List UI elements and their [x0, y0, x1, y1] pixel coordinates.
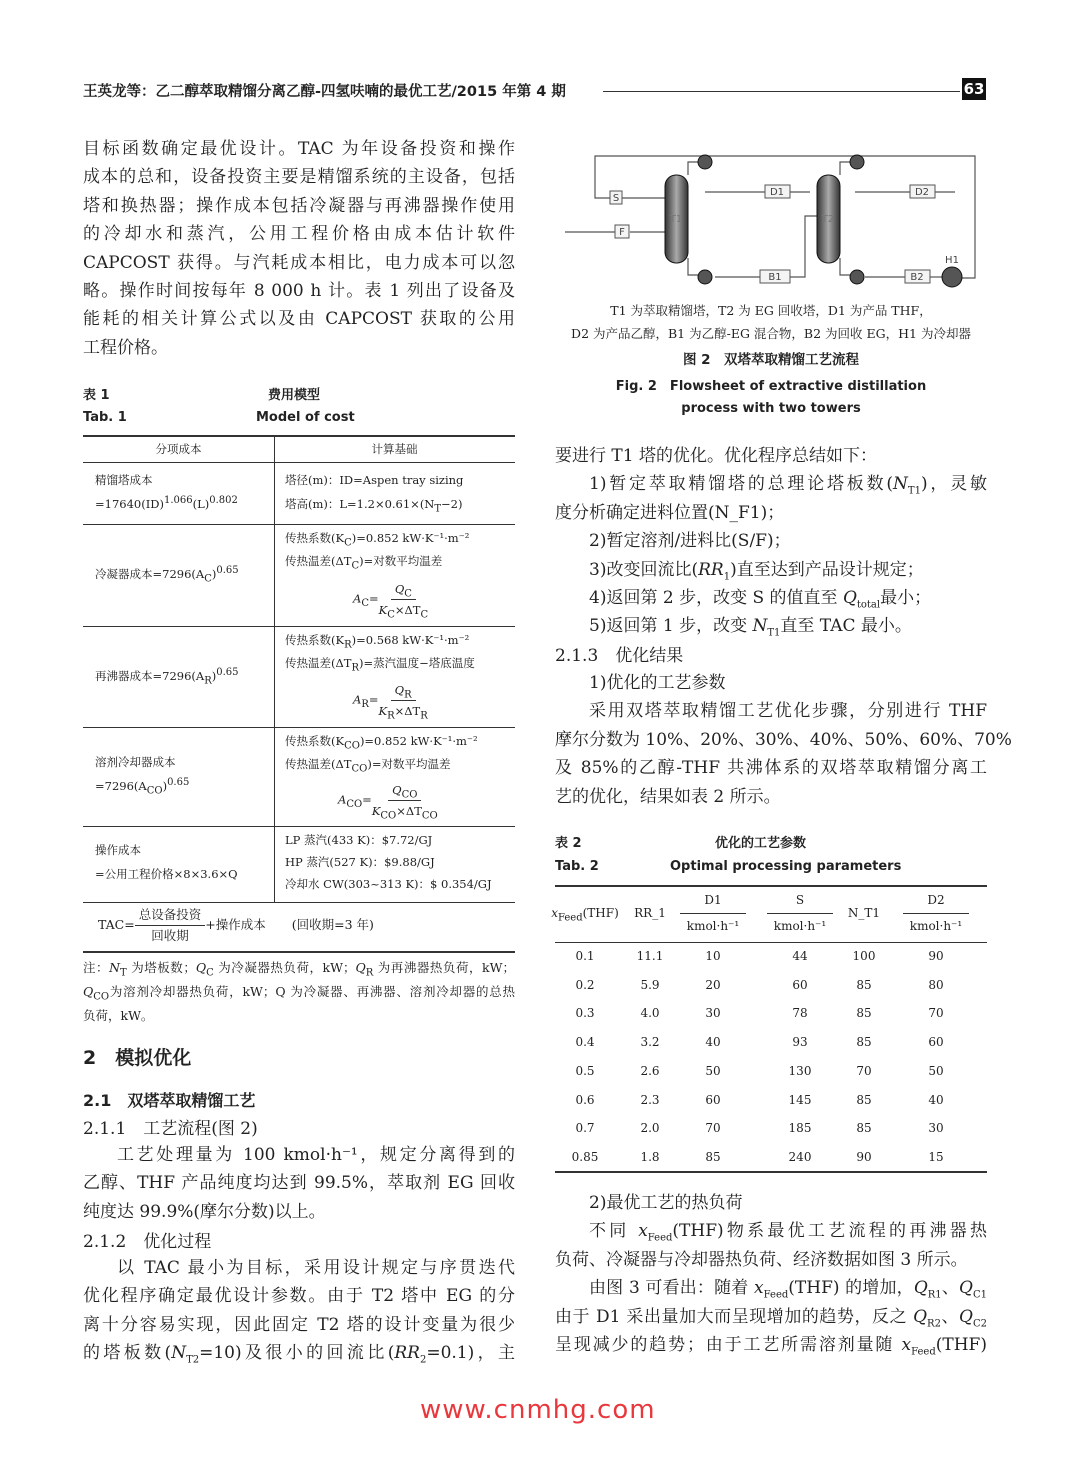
text-line: 不同 $x_{Feed}(THF)$物系最优工艺流程的再沸器热	[589, 1221, 987, 1244]
text-line: 由于 D1 采出量加大而呈现增加的趋势，反之 $Q_{R2}$、$Q_{C2}$	[555, 1306, 987, 1329]
table-cell: 2.6	[640, 1063, 660, 1078]
text-line: 纯度达 99.9%(摩尔分数)以上。	[83, 1201, 326, 1222]
text: R	[351, 662, 359, 674]
section-2-1-heading: 2.1 双塔萃取精馏工艺	[83, 1091, 256, 1110]
text: CO	[146, 785, 163, 797]
text-line: 优化程序确定最优设计参数。由于 T2 塔中 EG 的分	[83, 1286, 515, 1307]
text: 0.65	[216, 565, 239, 577]
rule	[555, 942, 987, 943]
section-2-1-2-heading: 2.1.2 优化过程	[83, 1232, 212, 1252]
table-1-notes	[83, 956, 515, 1028]
text: (L)	[192, 497, 210, 511]
table-cell: 4.0	[640, 1006, 660, 1021]
figure-title-en: Fig. 2 Flowsheet of extractive distillation	[615, 379, 927, 394]
text: R	[387, 710, 395, 722]
text-line: 离十分容易实现，因此固定 T2 塔的设计变量为很少	[83, 1314, 515, 1335]
text: ×ΔT	[394, 704, 421, 718]
flowsheet-figure	[565, 150, 985, 298]
unit-rule	[680, 913, 746, 914]
text: )=0.852 kW·K⁻¹·m⁻²	[351, 531, 470, 545]
table-cell: 50	[705, 1063, 721, 1078]
rule	[83, 727, 515, 728]
figure-caption: D2 为产品乙醇，B1 为乙醇-EG 混合物，B2 为回收 EG，H1 为冷却器	[571, 326, 971, 341]
page-number: 63	[963, 80, 985, 98]
section-2-heading: 2 模拟优化	[83, 1047, 192, 1069]
table-cell: 15	[928, 1149, 944, 1164]
text: C	[404, 588, 412, 600]
table-cell: 145	[788, 1092, 812, 1107]
paragraph-2-1-1	[83, 1141, 515, 1226]
tac-formula	[98, 905, 374, 946]
row-label: 操作成本	[95, 843, 141, 857]
text-line: 2)暂定溶剂/进料比(S/F)；	[589, 531, 791, 552]
text: −2)	[441, 497, 463, 511]
table-cell: 5.9	[640, 977, 660, 992]
text: 传热温差(ΔT	[285, 757, 352, 771]
text: 0.65	[167, 777, 190, 789]
row-formula	[95, 776, 189, 796]
text-line: 及 85%的乙醇-THF 共沸体系的双塔萃取精馏分离工	[555, 758, 987, 779]
block-label: H1	[945, 255, 959, 266]
text-line: 2)最优工艺的热负荷	[589, 1193, 743, 1213]
text: C	[420, 609, 429, 621]
rule	[83, 462, 515, 463]
text: C	[351, 560, 360, 572]
text: 传热系数(K	[285, 633, 345, 647]
text-line: 艺的优化，结果如表 2 所示。	[555, 786, 781, 807]
paragraph-2-1-3	[555, 669, 1012, 811]
formula: $A_R=$ $\frac{Q_R}{K_R\times\Delta T_R}$	[353, 680, 428, 721]
table-cell: 44	[792, 949, 808, 963]
col-header-unit: kmol·h⁻¹	[909, 919, 963, 933]
text-line: 略。操作时间按每年 8 000 h 计。表 1 列出了设备及	[83, 280, 515, 301]
rule	[555, 1171, 987, 1173]
table-cell: 60	[928, 1035, 944, 1050]
table-cell: 30	[928, 1121, 944, 1136]
col-header-d1: D1	[704, 893, 722, 907]
table-cell: 10	[705, 949, 721, 963]
figure-caption: T1 为萃取精馏塔，T2 为 EG 回收塔，D1 为产品 THF，	[610, 303, 932, 318]
text-line: 负荷，kW。	[83, 1008, 154, 1023]
text: ×ΔT	[394, 603, 421, 617]
col-header-s: S	[795, 893, 805, 907]
block-label: B2	[910, 272, 924, 283]
table-cell: 1.8	[640, 1149, 660, 1164]
basis	[285, 731, 478, 751]
basis	[285, 653, 475, 673]
table-cell: 2.0	[640, 1121, 660, 1136]
table-cell: 70	[928, 1006, 944, 1021]
table-cell: 20	[705, 977, 721, 992]
row-label: 溶剂冷却器成本	[95, 755, 176, 769]
col-header-d2: D2	[927, 893, 945, 907]
text-line: 注：$N_T$ 为塔板数；$Q_C$ 为冷凝器热负荷，kW；$Q_R$ 为再沸器热负荷，kW；	[83, 960, 515, 979]
text-line: 由图 3 可看出：随着 $x_{Feed}(THF)$ 的增加，$Q_{R1}$、$Q_{C1}$	[589, 1278, 987, 1301]
text: CO	[351, 763, 368, 775]
block-label: S	[612, 193, 620, 204]
table-cell: 93	[792, 1035, 808, 1050]
text-line: 工艺处理量为 100 kmol·h⁻¹，规定分离得到的	[117, 1145, 515, 1165]
table-label: 表 2	[555, 836, 582, 851]
col-header-unit: kmol·h⁻¹	[686, 919, 740, 933]
block-label: D2	[914, 187, 930, 198]
text-line: 能耗的相关计算公式以及由 CAPCOST 获取的公用	[83, 309, 515, 330]
text: )=蒸汽温度−塔底温度	[359, 656, 475, 670]
text: 传热温差(ΔT	[285, 656, 352, 670]
text: T	[434, 503, 442, 515]
text-line: 乙醇、THF 产品纯度均达到 99.5%，萃取剂 EG 回收	[83, 1173, 515, 1194]
text: C	[204, 573, 212, 585]
utility-price: LP 蒸汽(433 K)：$7.72/GJ	[285, 833, 433, 847]
table-cell: 240	[788, 1149, 812, 1164]
text: 冷凝器成本=7296(A	[95, 567, 205, 581]
section-2-1-1-heading: 2.1.1 工艺流程(图 2)	[83, 1119, 258, 1139]
text-line: 的塔板数$(N_{T2}=10)$及很小的回流比$(RR_2=0.1)$，主	[83, 1343, 516, 1366]
rule	[555, 885, 987, 887]
text: Q	[394, 582, 405, 596]
text-line: 塔和换热器；操作成本包括冷凝器与再沸器操作使用	[83, 195, 515, 216]
block-label: F	[619, 227, 625, 238]
figure-title: 图 2 双塔萃取精馏工艺流程	[682, 352, 860, 368]
table-cell: 0.5	[575, 1063, 595, 1078]
text-line: 度分析确定进料位置(N_F1)；	[555, 502, 785, 523]
text-line: 的冷却水和蒸汽，公用工程价格由成本估计软件	[83, 224, 515, 245]
rule	[83, 435, 515, 437]
row-formula: =公用工程价格×8×3.6×Q	[95, 867, 238, 881]
paragraph-2-1-2	[83, 1254, 515, 1368]
col-header: 分项成本	[155, 442, 202, 456]
basis	[285, 528, 469, 548]
text: CO	[380, 810, 397, 822]
basis	[285, 494, 463, 514]
table-cell: 60	[792, 977, 808, 992]
table-title: 优化的工艺参数	[715, 836, 807, 851]
text: R	[420, 710, 428, 722]
table-cell: 90	[856, 1149, 872, 1164]
text: )=对数平均温差	[367, 757, 451, 771]
text-line: 呈现减少的趋势；由于工艺所需溶剂量随 $x_{Feed}(THF)$	[555, 1334, 987, 1358]
table-cell: 100	[852, 949, 876, 963]
table-cell: 30	[705, 1006, 721, 1021]
text: )=0.568 kW·K⁻¹·m⁻²	[351, 633, 470, 647]
row-label	[95, 666, 239, 686]
text: 回收期	[151, 928, 189, 943]
optimization-steps	[555, 442, 987, 641]
block-label: B1	[768, 272, 782, 283]
text-line: 5)返回第 1 步，改变 $N_{T1}$直至 TAC 最小。	[589, 616, 912, 639]
text-line: 1)优化的工艺参数	[589, 673, 726, 693]
text-line: 摩尔分数为 10%、20%、30%、40%、50%、60%、70%	[555, 729, 1012, 750]
text-line: CAPCOST 获得。与汽耗成本相比，电力成本可以忽	[83, 252, 515, 273]
text-line: 工程价格。	[83, 337, 168, 358]
text: K	[371, 804, 381, 818]
text-line: 要进行 T1 塔的优化。优化程序总结如下：	[555, 446, 877, 466]
table-cell: 80	[928, 977, 944, 992]
rule	[83, 826, 515, 827]
table-cell: 70	[705, 1121, 721, 1136]
text: +操作成本	[205, 917, 266, 932]
col-header-unit: kmol·h⁻¹	[773, 919, 827, 933]
basis	[285, 551, 442, 571]
text: CO	[346, 798, 363, 810]
block-label: T1	[669, 214, 683, 225]
rule	[83, 626, 515, 627]
text: =7296(A	[95, 779, 147, 793]
table-cell: 90	[928, 949, 944, 963]
table-cell: 60	[705, 1092, 721, 1107]
text: R	[204, 675, 212, 687]
table-label: 表 1	[83, 388, 110, 403]
text-line: 4)返回第 2 步，改变 S 的值直至 $Q_{total}$最小；	[589, 587, 932, 611]
text: CO	[421, 810, 438, 822]
block-label: D1	[769, 187, 785, 198]
col-header-nt1: N_T1	[847, 906, 881, 920]
basis	[285, 754, 450, 774]
block-label: T2	[821, 214, 835, 225]
table-cell: 2.3	[640, 1092, 660, 1107]
table-cell: 0.85	[571, 1149, 599, 1164]
table-cell: 85	[856, 1092, 872, 1107]
text: C	[344, 537, 352, 549]
cooler-h1	[942, 267, 962, 287]
text: A	[353, 591, 362, 606]
text: )	[211, 567, 217, 581]
text: 传热温差(ΔT	[285, 554, 352, 568]
col-header: 计算基础	[371, 442, 418, 456]
table-cell: 70	[856, 1063, 872, 1078]
text: R	[344, 639, 352, 651]
text: Q	[392, 783, 402, 797]
text: 0.65	[216, 667, 239, 679]
text-line: 目标函数确定最优设计。TAC 为年设备投资和操作	[83, 139, 515, 159]
text: R	[404, 689, 412, 701]
text-line: 1)暂定萃取精馏塔的总理论塔板数$(N_{T1})$，灵敏	[589, 474, 987, 497]
text: CO	[401, 789, 418, 801]
text: A	[353, 692, 362, 707]
row-label	[95, 564, 239, 584]
text-line: 负荷、冷凝器与冷却器热负荷、经济数据如图 3 所示。	[555, 1249, 968, 1270]
utility-price: HP 蒸汽(527 K)：$9.88/GJ	[285, 855, 435, 869]
table-cell: 0.1	[575, 949, 595, 963]
text: CO	[344, 740, 360, 752]
intro-paragraph	[83, 135, 515, 362]
table-cell: 85	[856, 1035, 872, 1050]
text-line: 3)改变回流比$(RR_1)$直至达到产品设计规定；	[589, 559, 924, 582]
table-label-en: Tab. 1	[83, 410, 127, 425]
text: )=对数平均温差	[359, 554, 443, 568]
column-divider	[274, 436, 275, 902]
table-cell: 0.4	[575, 1035, 595, 1050]
text: 传热系数(K	[285, 734, 345, 748]
col-header-rr1: RR_1	[634, 906, 666, 920]
rule	[83, 524, 515, 525]
unit-rule	[767, 913, 833, 914]
formula: $A_C=$ $\frac{Q_C}{K_C\times\Delta T_C}$	[353, 579, 428, 620]
text: A	[338, 792, 347, 807]
text: (回收期=3 年)	[291, 917, 374, 932]
section-2-1-3-heading: 2.1.3 优化结果	[555, 646, 684, 666]
table-cell: 0.6	[575, 1092, 595, 1107]
text: )	[162, 779, 168, 793]
table-title-en: Optimal processing parameters	[670, 859, 902, 874]
table-1	[83, 380, 515, 960]
text: 总设备投资	[135, 905, 206, 926]
table-2	[551, 830, 987, 1180]
table-cell: 85	[856, 1121, 872, 1136]
text: TAC=	[98, 917, 135, 932]
text: R	[361, 698, 369, 710]
rule	[83, 951, 515, 953]
table-cell: 40	[705, 1035, 721, 1050]
text: K	[378, 704, 388, 718]
utility-price: 冷却水 CW(303~313 K)：$ 0.354/GJ	[285, 877, 492, 891]
col-header-xfeed: $x_{Feed}(THF)$	[551, 906, 619, 924]
unit-rule	[903, 913, 969, 914]
table-cell: 0.3	[575, 1006, 595, 1021]
text: =17640(ID)	[95, 497, 164, 511]
table-cell: 3.2	[640, 1035, 660, 1050]
text: 精馏塔成本	[95, 473, 153, 487]
table-cell: 130	[788, 1063, 812, 1078]
table-cell: 0.2	[575, 977, 595, 992]
row-label	[95, 470, 153, 490]
table-cell: 85	[856, 1006, 872, 1021]
text: 1.066	[163, 495, 193, 507]
text: C	[387, 609, 395, 621]
table-cell: 11.1	[636, 949, 664, 963]
text-line: $Q_{CO}$为溶剂冷却器热负荷，kW；Q 为冷凝器、再沸器、溶剂冷却器的总热	[83, 984, 515, 1003]
row-formula	[95, 494, 238, 514]
watermark: www.cnmhg.com	[420, 1395, 656, 1425]
text: )	[211, 669, 217, 683]
table-label-en: Tab. 2	[555, 859, 599, 874]
text-line: 成本的总和，设备投资主要是精馏系统的主设备，包括	[83, 167, 515, 188]
table-cell: 185	[788, 1121, 812, 1136]
text: ×ΔT	[396, 804, 422, 818]
text: C	[361, 597, 369, 609]
basis: 塔径(m)：ID=Aspen tray sizing	[285, 473, 464, 487]
text: 再沸器成本=7296(A	[95, 669, 205, 683]
paragraph-heat-duty	[555, 1189, 987, 1359]
formula: $A_{CO}=$ $\frac{Q_{CO}}{K_{CO}\times\Delta T_{CO}}$	[338, 780, 438, 821]
text: 0.802	[209, 495, 238, 507]
table-cell: 78	[792, 1006, 808, 1021]
table-cell: 85	[705, 1149, 721, 1164]
header-rule	[603, 91, 960, 92]
text: Q	[394, 683, 405, 697]
text-line: 采用双塔萃取精馏工艺优化步骤，分别进行 THF	[589, 701, 987, 722]
text-line: 以 TAC 最小为目标，采用设计规定与序贯迭代	[117, 1258, 515, 1278]
basis	[285, 630, 469, 650]
text: K	[378, 603, 388, 617]
table-cell: 0.7	[575, 1121, 595, 1136]
figure-title-en: process with two towers	[681, 401, 861, 416]
table-title: 费用模型	[268, 388, 321, 403]
text: )=0.852 kW·K⁻¹·m⁻²	[359, 734, 478, 748]
table-cell: 50	[928, 1063, 944, 1078]
text: 塔高(m)：L=1.2×0.61×(N	[285, 497, 435, 511]
running-title: 王英龙等：乙二醇萃取精馏分离乙醇-四氢呋喃的最优工艺/2015 年第 4 期	[83, 84, 566, 100]
text: 传热系数(K	[285, 531, 345, 545]
rule	[83, 902, 515, 903]
table-cell: 40	[928, 1092, 944, 1107]
table-title-en: Model of cost	[256, 410, 355, 425]
table-cell: 85	[856, 977, 872, 992]
